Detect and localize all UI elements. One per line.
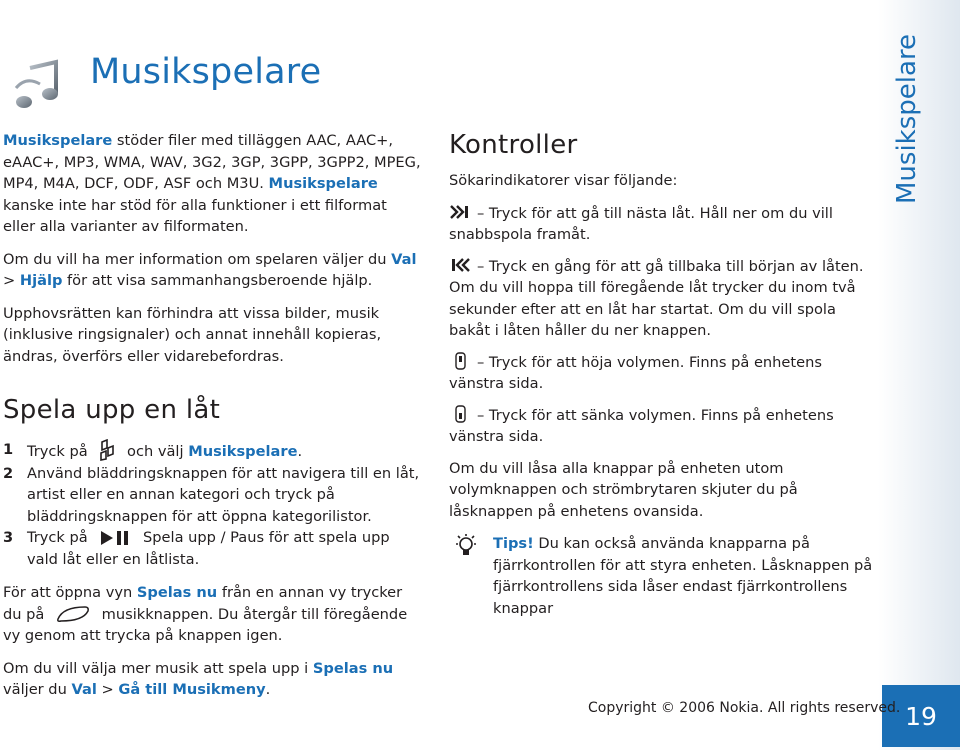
text: Om du vill välja mer musik att spela upp i [3, 659, 313, 677]
text: Använd bläddringsknappen för att navigera till en låt, artist eller en annan kategori och tryck på bläddringsknappen för att öppna kategorilistor. [27, 464, 420, 525]
text: Om du vill ha mer information om spelaren väljer du [3, 250, 392, 268]
control-volume-up [449, 352, 875, 395]
tips-box [449, 533, 875, 619]
page-number: 19 [882, 685, 960, 747]
text: från en annan vy trycker du på [3, 584, 403, 623]
app-name: Musikspelare [3, 132, 113, 149]
volume-up-icon [449, 352, 473, 370]
side-tab-label: Musikspelare [892, 33, 922, 204]
music-menu-paragraph [3, 658, 423, 701]
music-notes-icon [12, 58, 68, 114]
text: – Tryck för att höja volymen. Finns på enhetens vänstra sida. [449, 353, 822, 392]
step-number: 2 [3, 464, 14, 482]
control-volume-down [449, 405, 875, 448]
text: och välj [127, 443, 189, 460]
text: – Tryck för att sänka volymen. Finns på enhetens vänstra sida. [449, 406, 834, 445]
steps-list [3, 439, 423, 570]
text: – Tryck en gång för att gå tillbaka till början av låten. Om du vill hoppa till föregående låt trycker du inom två sekunder efter att en låt har startat. Om du vill spola bakåt i låten håller du ner knappen. [449, 257, 864, 339]
text: > [3, 272, 20, 289]
text: Spela upp / Paus för att spela upp vald låt eller en låtlista. [27, 529, 390, 568]
text: för att visa sammanhangsberoende hjälp. [62, 272, 373, 289]
text: Tryck på [27, 529, 88, 546]
text: väljer du [3, 681, 72, 698]
previous-track-icon [449, 256, 473, 274]
app-name: Musikspelare [188, 443, 298, 460]
help-paragraph [3, 249, 423, 292]
text: stöder filer med tilläggen AAC, AAC+, eAAC+, MP3, WMA, WAV, 3G2, 3GP, 3GPP, 3GPP2, MPEG, MP4, M4A, DCF, ODF, ASF och M3U. [3, 132, 421, 192]
copyright-footer: Copyright © 2006 Nokia. All rights reserved. [588, 700, 901, 716]
tips-text: Du kan också använda knapparna på fjärrkontrollen för att styra enheten. Låsknappen på fjärrkontrollens sida låser endast fjärrkontrollens knappar [493, 535, 873, 617]
now-playing-paragraph [3, 582, 423, 647]
menu-option-val: Val [71, 681, 97, 698]
step-number: 3 [3, 529, 14, 546]
step-2 [3, 463, 423, 528]
text: För att öppna vyn [3, 584, 137, 601]
music-key-icon [55, 604, 91, 624]
section-heading-controls: Kontroller [449, 130, 578, 160]
right-column [449, 130, 875, 619]
section-heading-play: Spela upp en låt [3, 395, 221, 425]
text: . [265, 681, 271, 698]
lightbulb-icon [453, 533, 479, 559]
step-1 [3, 439, 423, 463]
menu-option-hjalp: Hjälp [19, 272, 63, 289]
next-track-icon [449, 203, 473, 221]
menu-key-icon [98, 439, 116, 461]
text: . [297, 443, 303, 460]
intro-paragraph [3, 130, 423, 238]
menu-option-musikmeny: Gå till Musikmeny [118, 681, 266, 698]
menu-option-val: Val [391, 250, 417, 268]
text: – Tryck för att gå till nästa låt. Håll ner om du vill snabbspola framåt. [449, 204, 833, 243]
volume-down-icon [449, 405, 473, 423]
control-next [449, 203, 875, 246]
left-column [3, 130, 423, 712]
page-title: Musikspelare [90, 52, 322, 92]
step-number: 1 [3, 441, 14, 458]
control-previous [449, 256, 875, 342]
tips-label: Tips! [493, 535, 534, 552]
text: > [96, 681, 119, 698]
step-3 [3, 527, 423, 570]
lock-paragraph: Om du vill låsa alla knappar på enheten utom volymknappen och strömbrytaren skjuter du på låsknappen på enhetens ovansida. [449, 459, 798, 520]
text: kanske inte har stöd för alla funktioner i ett filformat eller alla varianter av filformaten. [3, 196, 387, 235]
view-spelas-nu: Spelas nu [312, 659, 394, 677]
copyright-notice-paragraph: Upphovsrätten kan förhindra att vissa bilder, musik (inklusive ringsignaler) och annat innehåll kopieras, ändras, överförs eller vidarebefordras. [3, 304, 382, 365]
text: musikknappen. Du återgår till föregående vy genom att trycka på knappen igen. [3, 605, 408, 644]
controls-intro: Sökarindikatorer visar följande: [449, 172, 678, 189]
text: Tryck på [27, 443, 88, 460]
view-spelas-nu: Spelas nu [136, 584, 218, 601]
play-pause-icon [98, 529, 132, 547]
app-name: Musikspelare [268, 175, 378, 192]
